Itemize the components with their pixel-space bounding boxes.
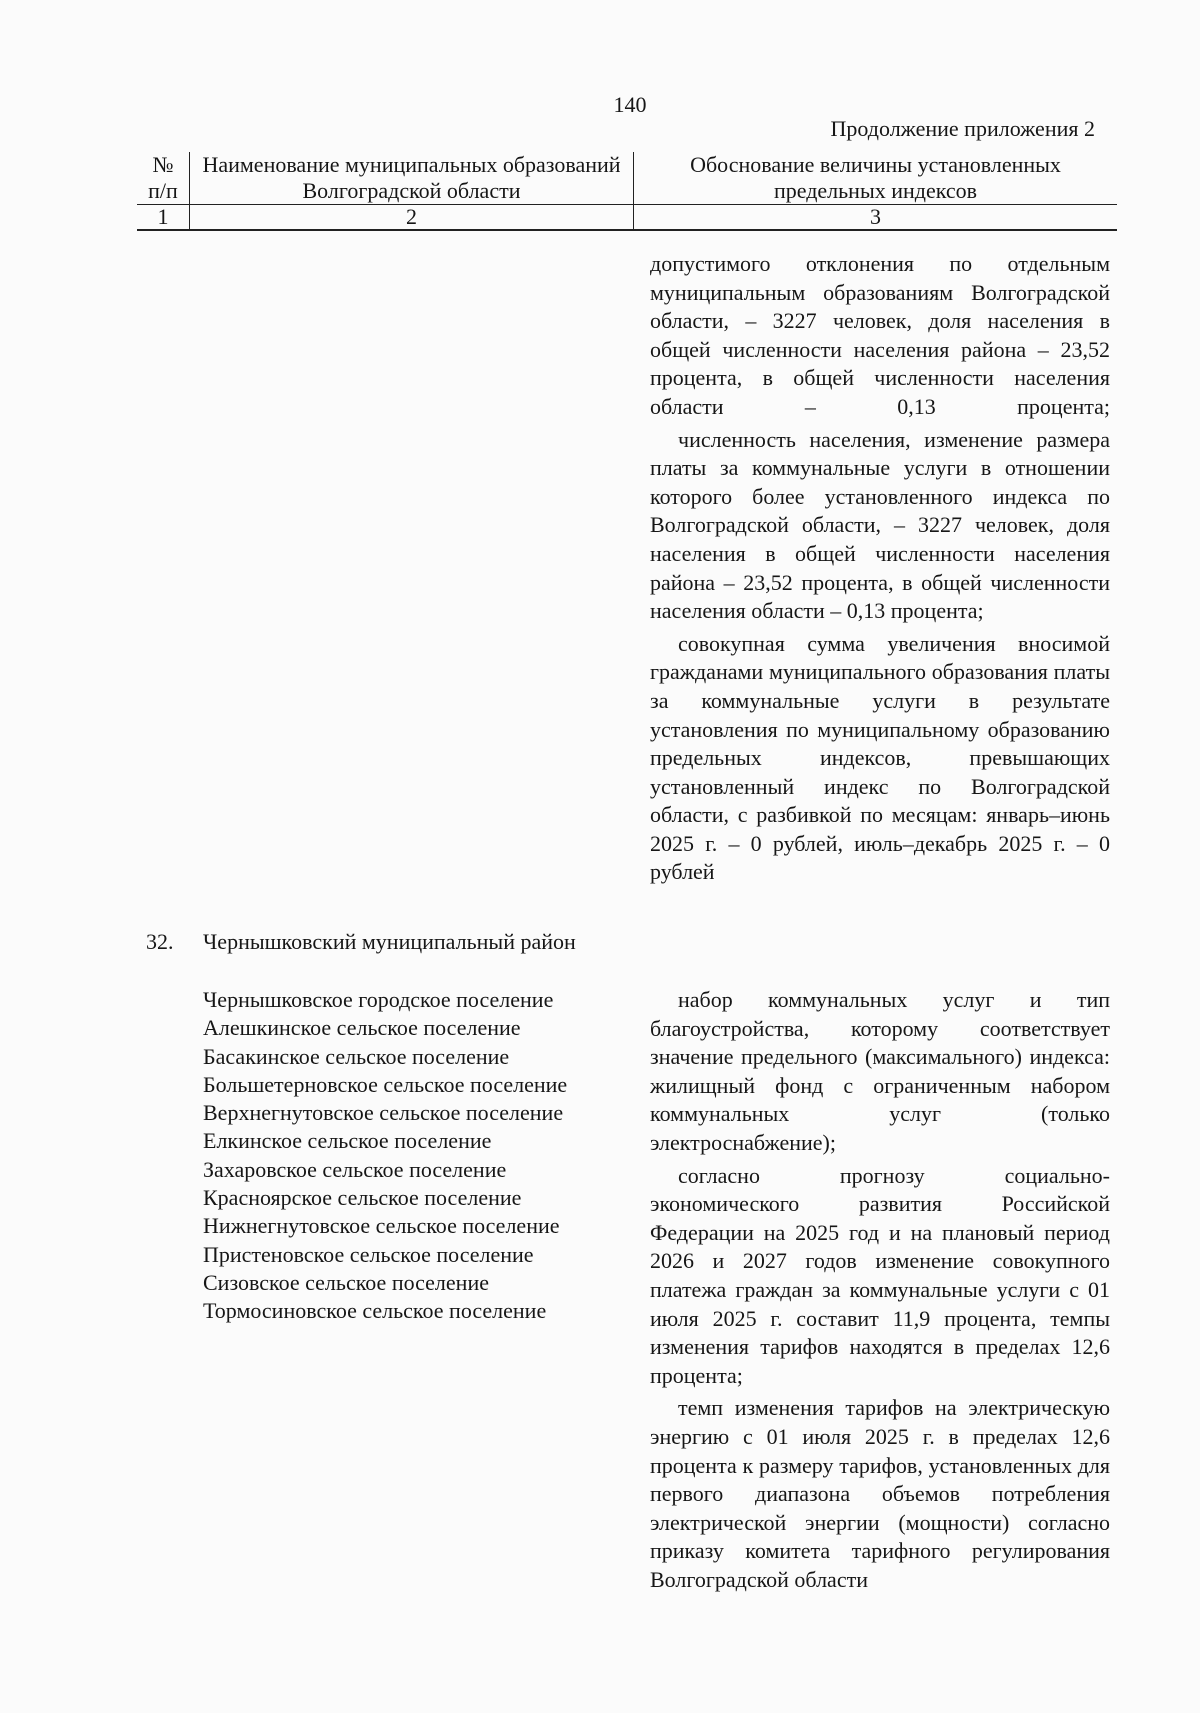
header-number: № п/п <box>137 152 190 205</box>
settlement-item: Басакинское сельское поселение <box>203 1043 510 1069</box>
row-number: 32. <box>146 929 174 954</box>
settlement-item: Сизовское сельское поселение <box>203 1269 489 1295</box>
header-row <box>137 152 1117 205</box>
settlement-item: Верхнегнутовское сельское поселение <box>203 1100 564 1126</box>
justification-paragraph: допустимого отклонения по отдельным муниципальным образованиям Волгоградской области, – 3227 человек, доля населения в общей численности населения района – 23,52 процента, в общей численности населения области – 0,13 процента; <box>650 251 1110 419</box>
settlement-item: Чернышковское городское поселение <box>203 987 554 1012</box>
header-municipality: Наименование муниципальных образований Волгоградской области <box>190 152 634 205</box>
row32-justification <box>650 986 1110 1598</box>
settlement-item: Красноярское сельское поселение <box>203 1185 522 1211</box>
settlement-item: Захаровское сельское поселение <box>203 1156 507 1182</box>
justification-paragraph: совокупная сумма увеличения вносимой гражданами муниципального образования платы за коммунальные услуги в результате установления по муниципальному образованию предельных индексов, превышающих установленный индекс по Волгоградской области, с разбивкой по месяцам: январь–июнь 2025 г. – 0 рублей, июль–декабрь 2025 г. – 0 рублей <box>650 630 1110 885</box>
settlement-item: Елкинское сельское поселение <box>203 1128 492 1154</box>
column-number-2: 2 <box>190 205 634 231</box>
column-number-row <box>137 205 1117 231</box>
justification-paragraph: темп изменения тарифов на электрическую энергию с 01 июля 2025 г. в пределах 12,6 процента к размеру тарифов, установленных для первого диапазона объемов потребления электрической энергии (мощности) согласно приказу комитета тарифного регулирования Волгоградской области <box>650 1395 1110 1592</box>
settlement-list <box>203 986 567 1326</box>
justification-paragraph: согласно прогнозу социально-экономического развития Российской Федерации на 2025 год и на плановый период 2026 и 2027 годов изменение совокупного платежа граждан за коммунальные услуги с 01 июля 2025 г. составит 11,9 процента, темпы изменения тарифов находятся в пределах 12,6 процента; <box>650 1162 1110 1388</box>
previous-row-justification <box>650 250 1110 891</box>
justification-paragraph: численность населения, изменение размера платы за коммунальные услуги в отношении которого более установленного индекса по Волгоградской области, – 3227 человек, доля населения в общей численности населения района – 23,52 процента, в общей численности населения области – 0,13 процента; <box>650 426 1110 624</box>
district-name: Чернышковский муниципальный район <box>203 929 576 954</box>
page-number: 140 <box>613 92 647 117</box>
header-justification: Обоснование величины установленных предельных индексов <box>634 152 1118 205</box>
settlement-item: Нижнегнутовское сельское поселение <box>203 1213 560 1239</box>
column-number-1: 1 <box>137 205 190 231</box>
justification-paragraph: набор коммунальных услуг и тип благоустройства, которому соответствует значение предельного (максимального) индекса: жилищный фонд с ограниченным набором коммунальных услуг (только электроснабжение); <box>650 987 1110 1155</box>
settlement-item: Пристеновское сельское поселение <box>203 1241 534 1267</box>
table-header <box>137 152 1117 231</box>
settlement-item: Алешкинское сельское поселение <box>203 1015 521 1041</box>
appendix-continuation: Продолжение приложения 2 <box>830 116 1095 141</box>
settlement-item: Тормосиновское сельское поселение <box>203 1298 547 1324</box>
settlement-item: Большетерновское сельское поселение <box>203 1071 568 1097</box>
column-number-3: 3 <box>634 205 1118 231</box>
